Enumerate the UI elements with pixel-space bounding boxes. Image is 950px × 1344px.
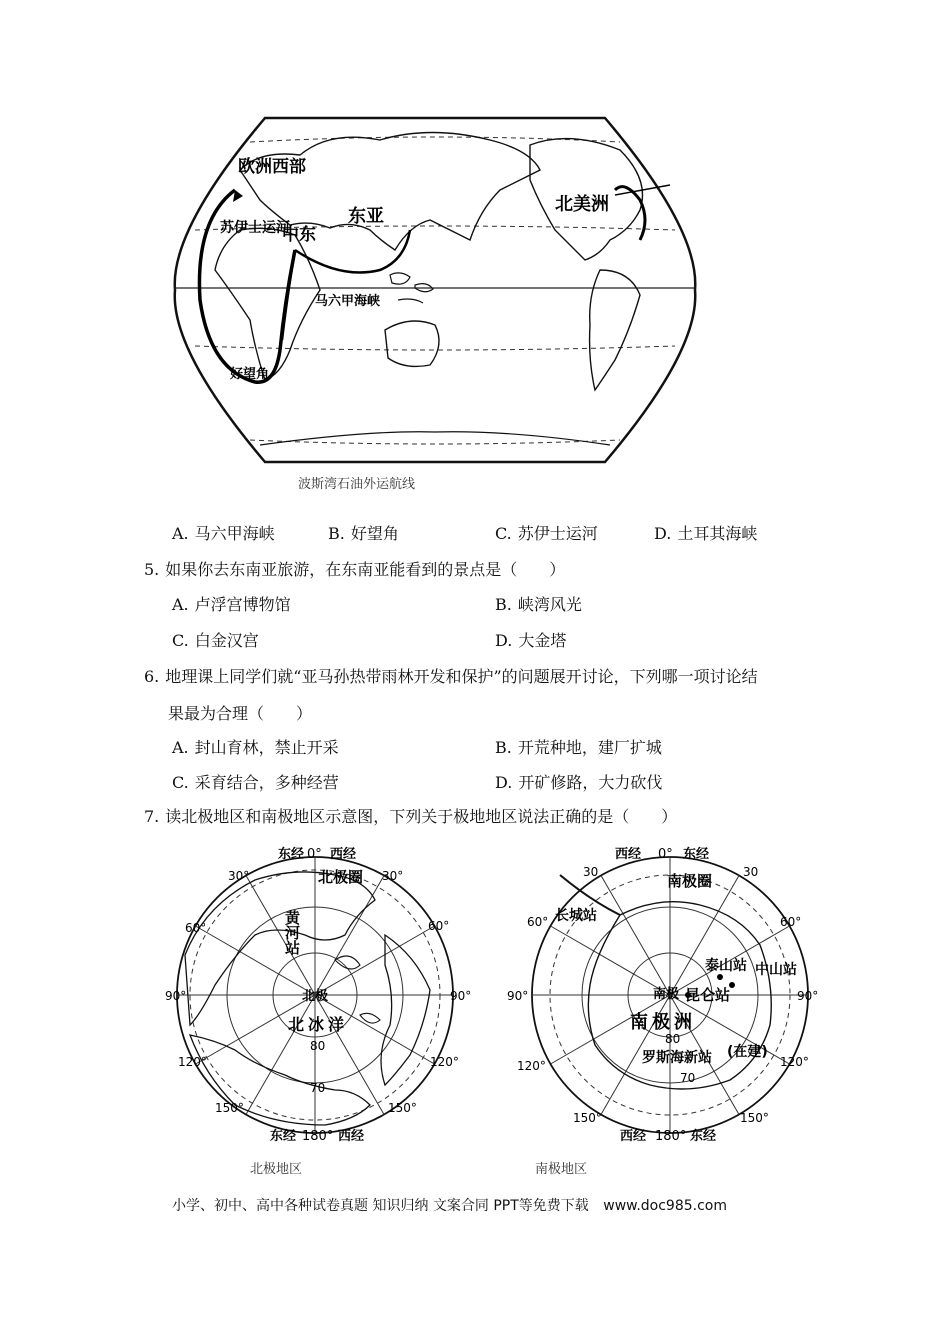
arctic-ocean-label: 北冰洋 [288,1015,349,1034]
q7-stem [144,806,677,828]
q6-option-d-letter: D. [495,773,513,792]
arctic-station-label: 黄河站 [283,910,301,955]
q6-option-b [495,737,662,759]
ross-sea-station-label: 罗斯海新站 [642,1050,712,1066]
label-europe: 欧洲西部 [238,157,306,177]
arctic-east-lon-top: 东经 [278,847,305,862]
arctic-east-lon-bottom: 东经 [270,1129,297,1144]
arctic-map-svg [160,840,480,1150]
q5-option-d-letter: D. [495,631,513,650]
great-wall-station-label: 长城站 [555,908,597,924]
label-north-america: 北美洲 [555,194,609,215]
q6-option-b-text: 开荒种地，建厂扩城 [517,738,662,757]
antarctic-lat80: 80 [665,1032,681,1046]
arctic-pole-label: 北极 [302,989,329,1004]
q6-option-a [172,737,339,759]
antarctic-deg60-left: 60° [527,915,549,929]
footer-text: 小学、初中、高中各种试卷真题 知识归纳 文案合同 PPT等免费下载 [172,1198,589,1214]
zhongshan-station-label: 中山站 [755,962,797,978]
arctic-deg120-right: 120° [430,1055,459,1069]
antarctic-deg180: 180° [655,1129,687,1144]
q5-stem-text: 如果你去东南亚旅游，在东南亚能看到的景点是（ ） [165,560,566,579]
q6-option-d-text: 开矿修路，大力砍伐 [518,773,663,792]
q5-stem [144,559,565,581]
q4-option-d-letter: D. [654,524,672,543]
under-construction-label: (在建) [727,1044,768,1060]
world-map-caption: 波斯湾石油外运航线 [298,477,416,492]
q6-option-a-letter: A. [172,738,189,757]
q5-option-c-text: 白金汉宫 [194,631,259,650]
antarctic-map-svg [505,840,830,1150]
q6-option-a-text: 封山育林，禁止开采 [194,738,339,757]
world-map-svg [170,110,700,470]
arctic-zero: 0° [307,847,322,862]
q5-option-c-letter: C. [172,631,189,650]
antarctic-deg120-left: 120° [517,1059,546,1073]
antarctic-zero: 0° [658,847,673,862]
arctic-circle-label: 北极圈 [318,868,364,886]
q6-option-c [172,772,339,794]
antarctic-west-lon-bottom: 西经 [620,1129,647,1144]
kunlun-station-label: 昆仑站 [685,986,731,1004]
footer-url[interactable]: www.doc985.com [603,1198,727,1214]
q6-option-c-text: 采育结合，多种经营 [194,773,339,792]
q5-option-c [172,630,259,652]
q5-option-b-text: 峡湾风光 [517,595,582,614]
q6-option-d [495,772,662,794]
antarctica-label: 南极洲 [630,1012,696,1033]
antarctic-east-lon-top: 东经 [683,847,710,862]
arctic-deg60-right: 60° [428,919,450,933]
label-middle-east: 中东 [282,225,316,245]
arctic-deg30-left: 30° [228,869,250,883]
q6-option-b-letter: B. [495,738,512,757]
antarctic-deg30-left: 30 [583,865,599,879]
q6-option-c-letter: C. [172,773,189,792]
q5-option-d [495,630,566,652]
arctic-lat70: 70 [310,1081,326,1095]
antarctic-deg90-left: 90° [507,989,529,1003]
q6-stem-line1 [144,666,758,688]
antarctic-west-lon-top: 西经 [615,847,642,862]
antarctic-deg150-left: 150° [573,1111,602,1125]
q6-stem-line2: 果最为合理（ ） [168,704,313,723]
q4-option-c-text: 苏伊士运河 [517,524,598,543]
arctic-caption: 北极地区 [250,1162,303,1177]
antarctic-deg90-right: 90° [797,989,819,1003]
q4-option-a [172,523,275,545]
q5-option-b-letter: B. [495,595,512,614]
arctic-deg60-left: 60° [185,921,207,935]
q4-option-c [495,523,598,545]
antarctic-circle-label: 南极圈 [667,872,713,890]
arctic-deg90-right: 90° [450,989,472,1003]
arctic-map [160,840,480,1150]
arctic-deg180: 180° [302,1129,334,1144]
label-malacca: 马六甲海峡 [315,294,381,309]
arctic-deg30-right: 30° [382,869,404,883]
q5-option-b [495,594,582,616]
antarctic-caption: 南极地区 [535,1162,588,1177]
taishan-station-label: 泰山站 [705,958,747,974]
antarctic-deg150-right: 150° [740,1111,769,1125]
world-route-map [170,110,700,470]
q4-option-d-text: 土耳其海峡 [677,524,758,543]
arctic-deg120-left: 120° [178,1055,207,1069]
arctic-deg150-right: 150° [388,1101,417,1115]
q4-option-b-letter: B. [328,524,345,543]
q4-option-b [328,523,399,545]
arctic-deg90-left: 90° [165,989,187,1003]
antarctic-deg60-right: 60° [780,915,802,929]
arctic-west-lon-top: 西经 [330,847,357,862]
q6-number: 6. [144,667,160,686]
q7-number: 7. [144,807,160,826]
arctic-west-lon-bottom: 西经 [338,1129,365,1144]
q4-option-a-text: 马六甲海峡 [194,524,275,543]
q5-option-a-letter: A. [172,595,189,614]
q5-option-a-text: 卢浮宫博物馆 [194,595,291,614]
antarctic-lat70: 70 [680,1071,696,1085]
antarctic-map [505,840,830,1150]
q4-option-d [654,523,757,545]
label-good-hope: 好望角 [230,367,270,382]
antarctic-pole-label: 南极 [653,987,680,1002]
q6-stem-text-1: 地理课上同学们就“亚马孙热带雨林开发和保护”的问题展开讨论，下列哪一项讨论结 [165,667,758,686]
antarctic-deg30-right: 30 [743,865,759,879]
q4-option-a-letter: A. [172,524,189,543]
label-suez: 苏伊士运河 [220,220,290,236]
q5-option-a [172,594,291,616]
label-east-asia: 东亚 [348,206,384,227]
q4-option-c-letter: C. [495,524,512,543]
arctic-deg150-left: 150° [215,1101,244,1115]
antarctic-east-lon-bottom: 东经 [690,1129,717,1144]
q5-number: 5. [144,560,160,579]
antarctic-deg120-right: 120° [780,1055,809,1069]
arctic-lat80: 80 [310,1039,326,1053]
q4-option-b-text: 好望角 [350,524,399,543]
footer [172,1195,727,1215]
q5-option-d-text: 大金塔 [518,631,567,650]
q7-stem-text: 读北极地区和南极地区示意图，下列关于极地地区说法正确的是（ ） [165,807,678,826]
